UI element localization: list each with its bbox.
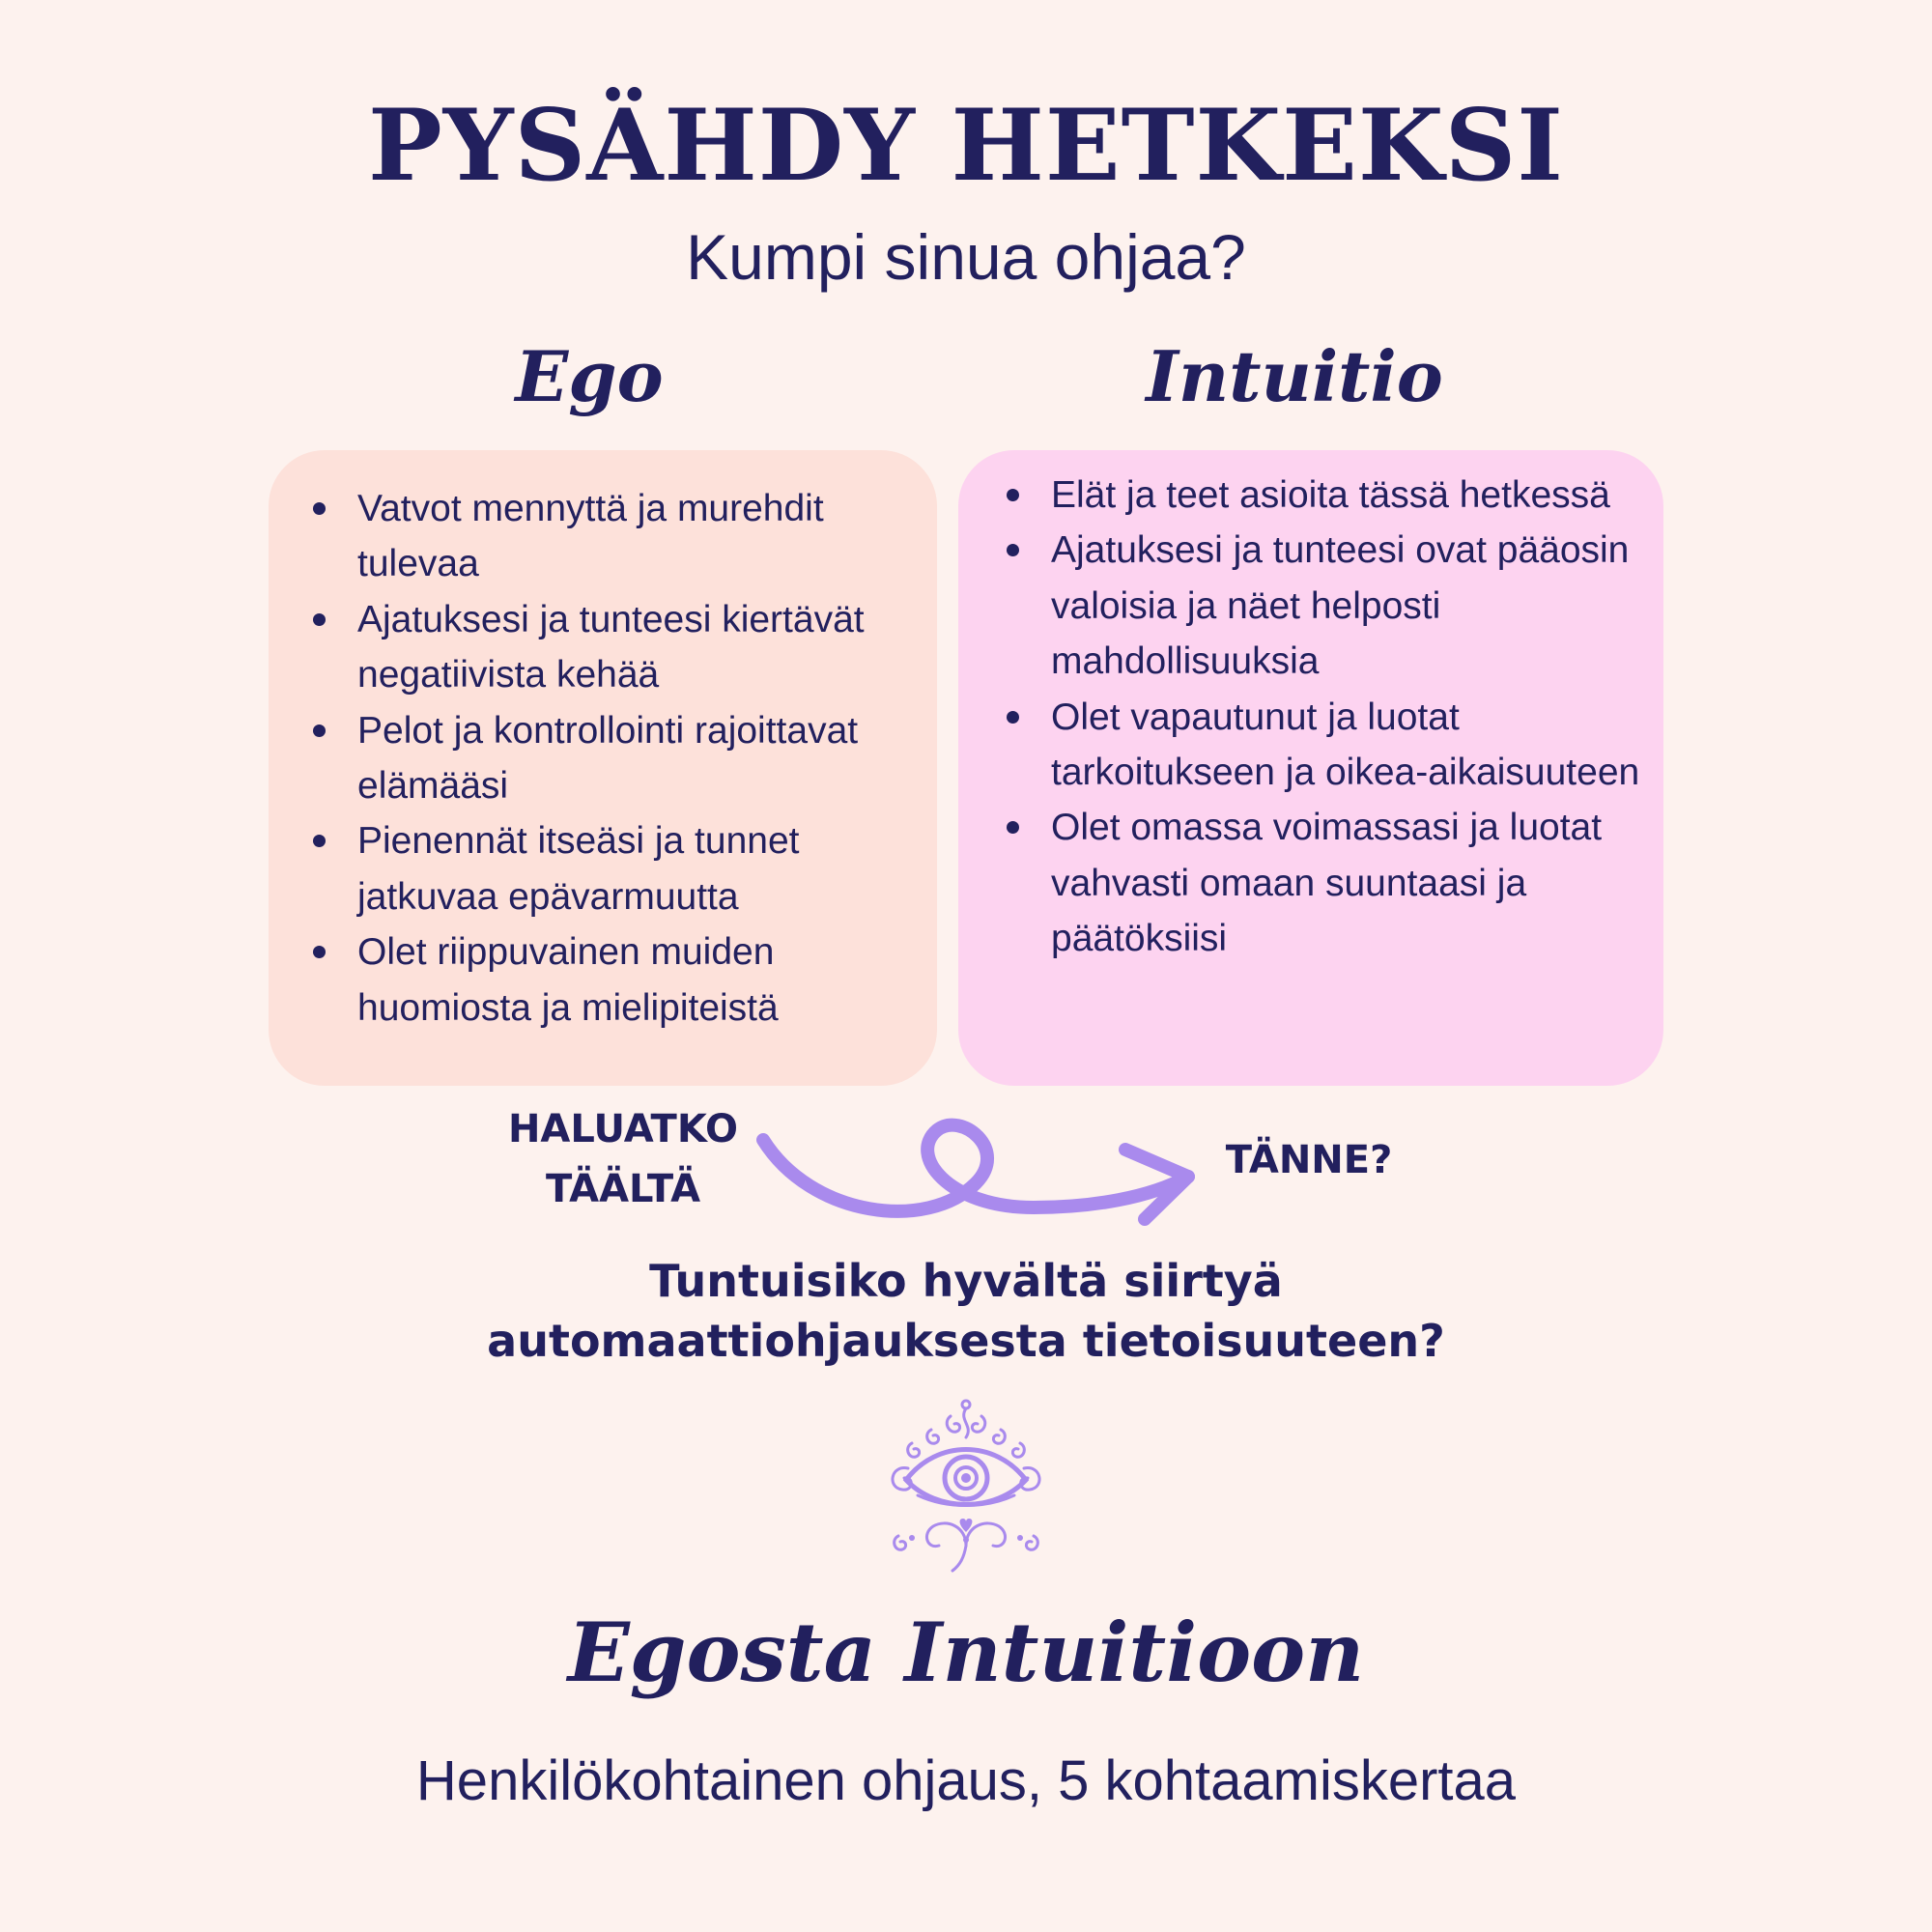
intuitio-list — [997, 468, 1644, 967]
ego-list-item — [303, 481, 918, 592]
ego-item-text: Pelot ja kontrollointi rajoittavat elämääsi — [357, 709, 859, 808]
ego-item-text: Vatvot mennyttä ja murehdit tulevaa — [357, 488, 824, 585]
tagline: Henkilökohtainen ohjaus, 5 kohtaamiskertaa — [415, 1749, 1517, 1812]
intuitio-list-item — [997, 523, 1644, 689]
to-label: TÄNNE? — [1225, 1138, 1393, 1182]
from-label-line1: HALUATKO — [507, 1107, 739, 1151]
ego-list-item — [303, 924, 918, 1036]
intuitio-list-item — [997, 800, 1644, 966]
question-line1: Tuntuisiko hyvältä siirtyä — [649, 1255, 1283, 1307]
bullet-icon — [1007, 544, 1019, 556]
ego-heading: Ego — [515, 335, 664, 417]
ego-item-text: Olet riippuvainen muiden huomiosta ja mielipiteistä — [357, 931, 779, 1029]
ego-list-item — [303, 592, 918, 703]
ego-item-text: Pienennät itseäsi ja tunnet jatkuvaa epävarmuutta — [357, 820, 800, 918]
bullet-icon — [313, 724, 326, 737]
ego-list — [303, 481, 918, 1036]
bullet-icon — [313, 613, 326, 626]
ego-item-text: Ajatuksesi ja tunteesi kiertävät negatiivista kehää — [357, 598, 865, 696]
intuitio-list-item — [997, 468, 1644, 523]
intuitio-heading: Intuitio — [1146, 335, 1443, 417]
page-title: PYSÄHDY HETKEKSI — [368, 88, 1564, 204]
ego-card — [269, 450, 937, 1086]
intuitio-card — [958, 450, 1663, 1086]
brand-name: Egosta Intuitioon — [567, 1605, 1365, 1700]
intuitio-item-text: Ajatuksesi ja tunteesi ovat pääosin valoisia ja näet helposti mahdollisuuksia — [1051, 529, 1630, 683]
intuitio-list-item — [997, 690, 1644, 801]
intuitio-item-text: Olet vapautunut ja luotat tarkoitukseen ja oikea-aikaisuuteen — [1051, 696, 1640, 794]
page-subtitle: Kumpi sinua ohjaa? — [686, 221, 1246, 293]
intuitio-item-text: Olet omassa voimassasi ja luotat vahvasti omaan suuntaasi ja päätöksiisi — [1051, 807, 1603, 960]
bullet-icon — [313, 946, 326, 958]
ego-list-item — [303, 813, 918, 924]
bullet-icon — [313, 502, 326, 515]
from-label — [464, 1099, 782, 1219]
intuitio-item-text: Elät ja teet asioita tässä hetkessä — [1051, 474, 1610, 516]
bullet-icon — [1007, 489, 1019, 501]
bullet-icon — [313, 835, 326, 847]
ego-list-item — [303, 703, 918, 814]
third-eye-ornament-icon — [869, 1391, 1063, 1584]
bullet-icon — [1007, 821, 1019, 834]
bullet-icon — [1007, 711, 1019, 724]
question-text — [0, 1251, 1932, 1371]
from-label-line2: TÄÄLTÄ — [545, 1167, 701, 1211]
question-line2: automaattiohjauksesta tietoisuuteen? — [487, 1315, 1445, 1367]
curly-arrow-right-icon — [744, 1092, 1208, 1236]
